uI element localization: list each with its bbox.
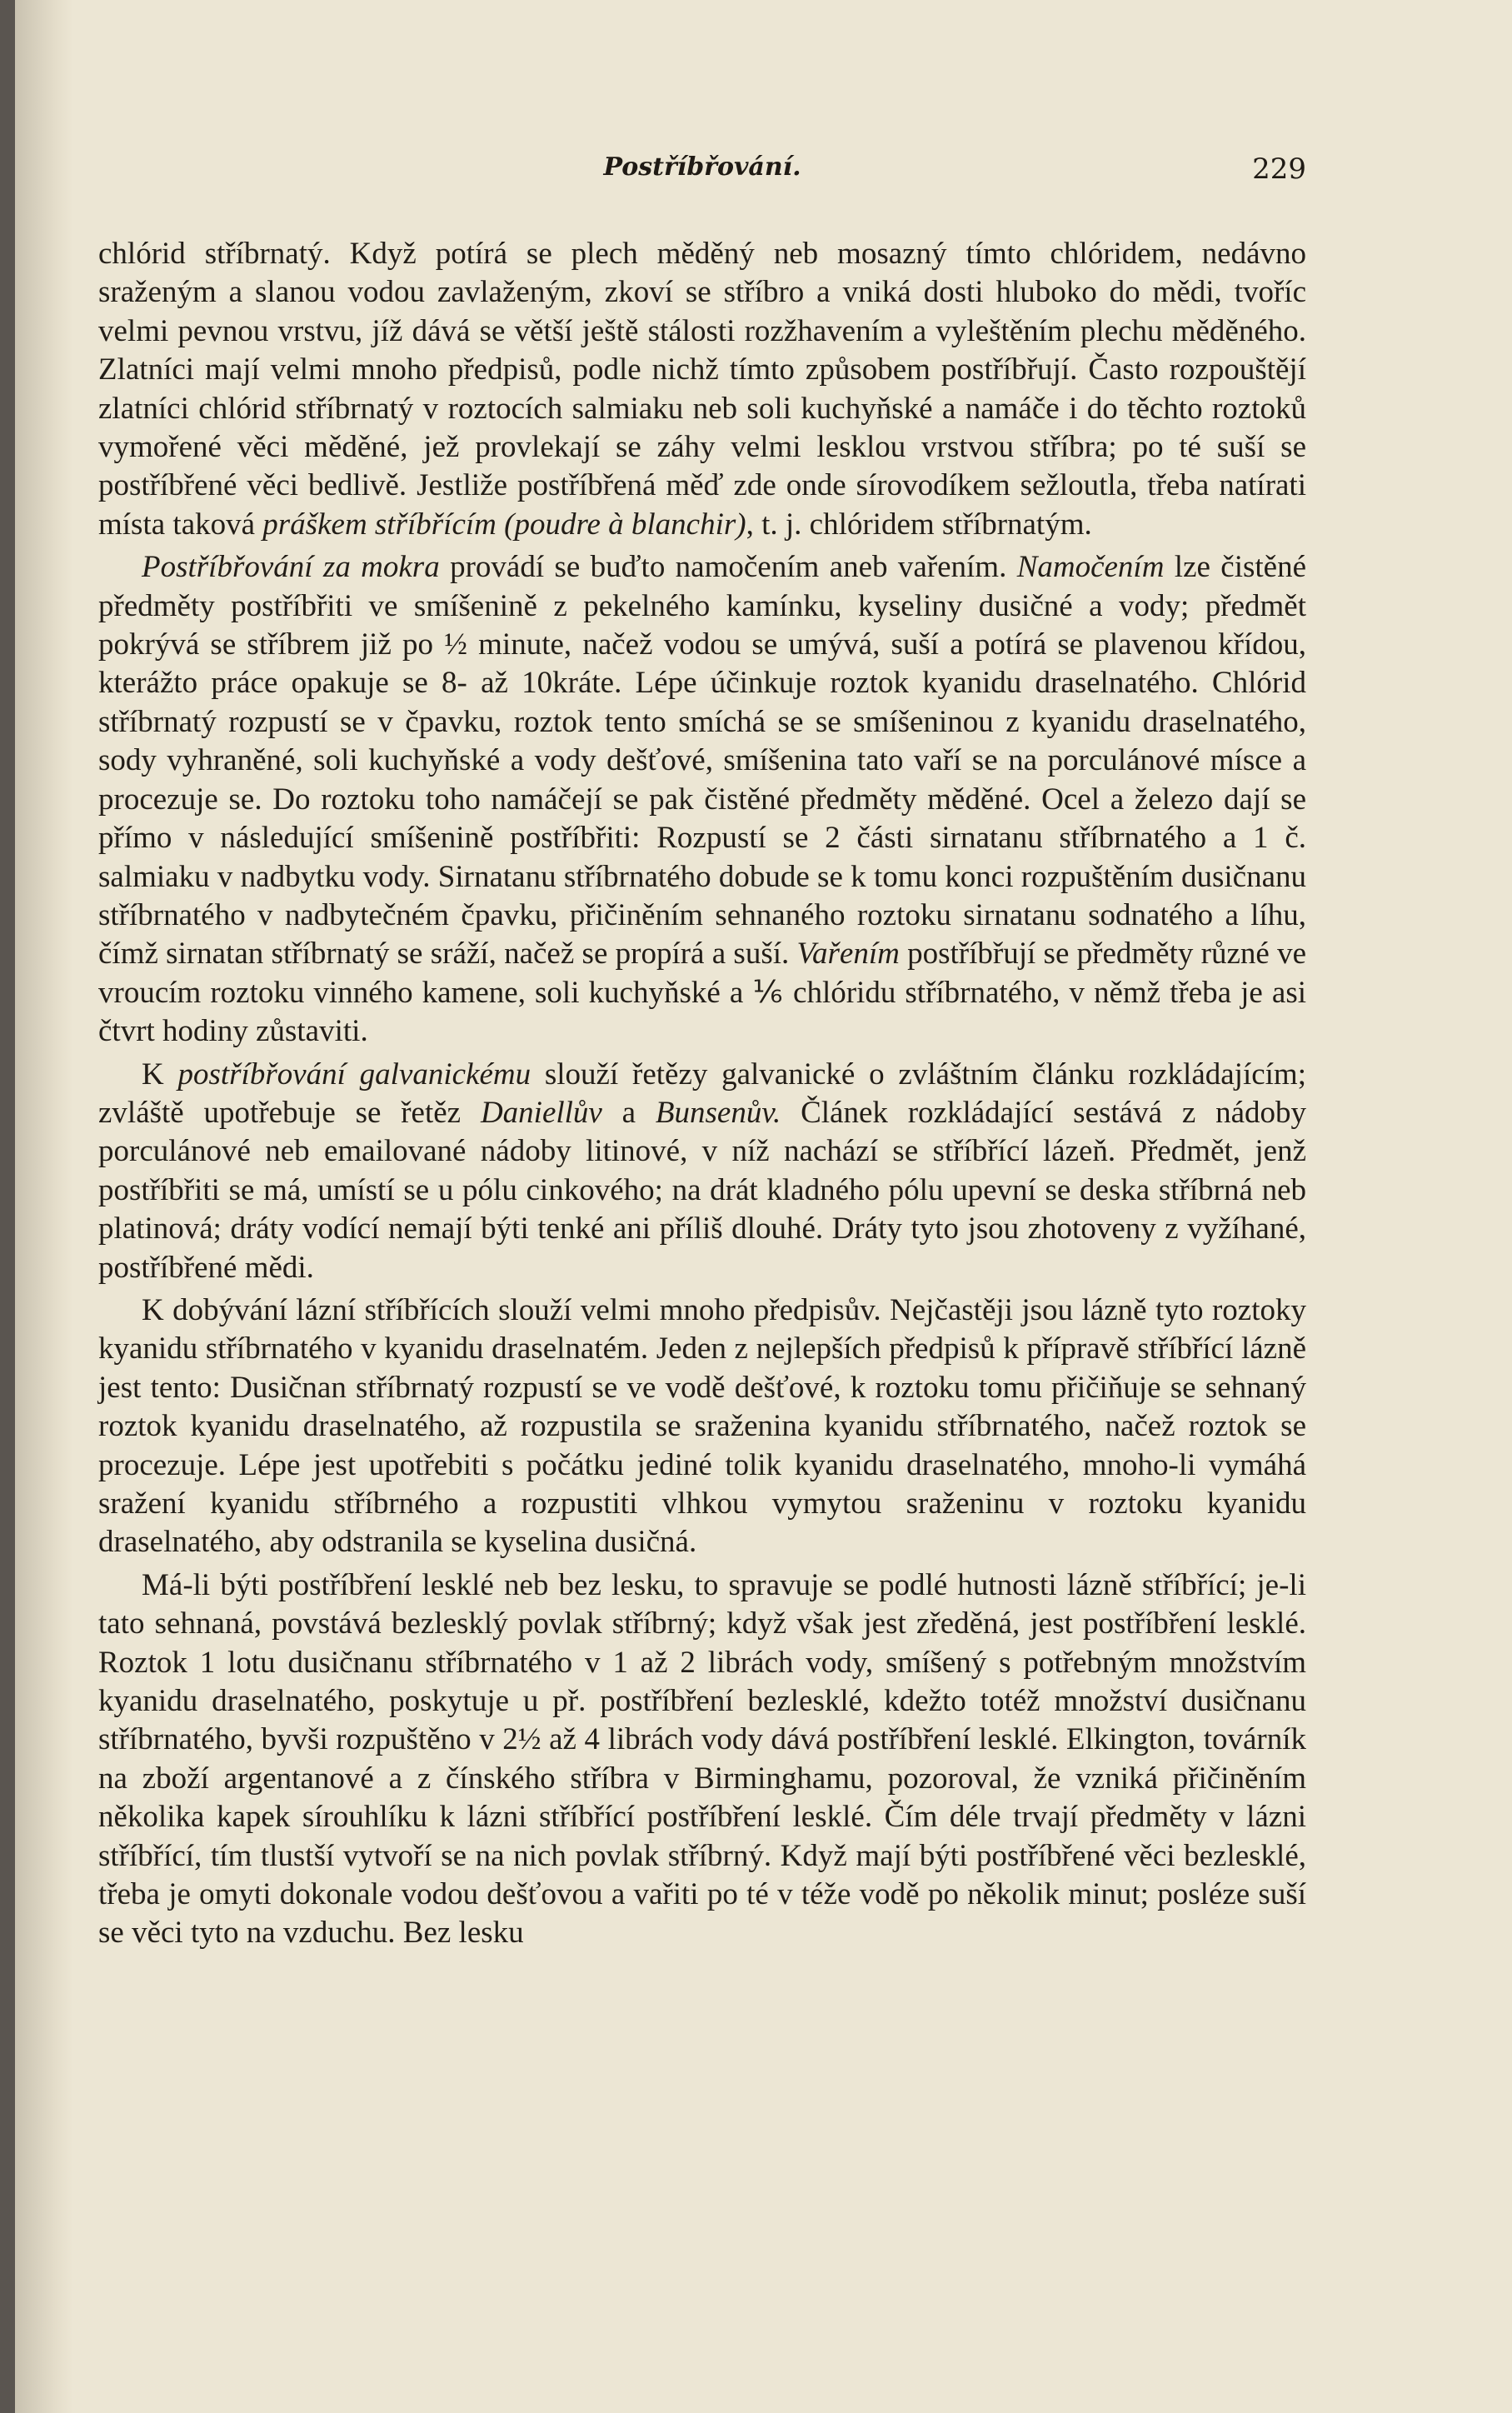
running-header-title: Postříbřování. (603, 152, 801, 182)
text-segment: a (601, 1095, 656, 1130)
text-segment: postříbřují se předměty různé ve vroucím roztoku vinného kamene, soli kuchyňské a ⅙ chlóridu stříbrnatého, v němž třeba je asi čtvrt hodiny zůstaviti. (98, 937, 1306, 1049)
body-text (98, 235, 1306, 1957)
page-number: 229 (1252, 152, 1306, 186)
text-segment: slouží řetězy galvanické o zvláštním článku rozkládajícím; zvláště upotřebuje se řetěz (98, 1057, 1306, 1130)
text-segment: K dobývání lázní stříbřících slouží velmi mnoho předpisův. Nejčastěji jsou lázně tyto roztoky kyanidu stříbrnatého v kyanidu draselnatém. Jeden z nejlepších předpisů k přípravě stříbřící lázně jest tento: Dusičnan stříbrnatý rozpustí se ve vodě dešťové, k roztoku tomu přičiňuje se sehnaný roztok kyanidu draselnatého, až rozpustila se sraženina kyanidu stříbrnatého, načež roztok se procezuje. Lépe jest upotřebiti s počátku jediné tolik kyanidu draselnatého, mnoho-li vymáhá sražení kyanidu stříbrného a rozpustiti vlhkou vymytou sraženinu v roztoku kyanidu draselnatého, aby odstranila se kyselina dusičná. (98, 1292, 1306, 1560)
paragraph-2 (98, 548, 1306, 1051)
italic-term: Bunsenův. (655, 1095, 781, 1130)
italic-term: Namočením (1016, 550, 1165, 585)
italic-term: Postříbřování za mokra (142, 550, 440, 585)
text-segment: chlórid stříbrnatý. Když potírá se plech měděný neb mosazný tímto chlóridem, nedávno sraženým a slanou vodou zavlaženým, zkoví se stříbro a vniká dosti hluboko do mědi, tvoříc velmi pevnou vrstvu, jíž dává se větší ještě stálosti rozžhavením a vyleštěním plechu měděného. Zlatníci mají velmi mnoho předpisů, podle nichž tímto způsobem postříbřují. Často rozpouštějí zlatníci chlórid stříbrnatý v roztocích salmiaku neb soli kuchyňské a namáče i do těchto roztoků vymořené věci měděné, jež provlekají se záhy velmi lesklou vrstvou stříbra; po té suší se postříbřené věci bedlivě. Jestliže postříbřená měď zde onde sírovodíkem sežloutla, třeba natírati místa taková (98, 237, 1306, 542)
text-segment: provádí se buďto namočením aneb vařením. (439, 550, 1017, 585)
italic-term: Daniellův (480, 1095, 602, 1130)
paragraph-5 (98, 1566, 1306, 1953)
text-segment: K (142, 1057, 178, 1092)
italic-term: práškem stříbřícím (poudre à blanchir) (262, 507, 746, 542)
paragraph-4 (98, 1291, 1306, 1562)
italic-term: Vařením (796, 937, 900, 972)
book-page (15, 0, 1512, 2413)
text-segment: Článek rozkládající sestává z nádoby porculánové neb emailované nádoby litinové, v níž nachází se stříbřící lázeň. Předmět, jenž postříbřiti se má, umístí se u pólu cinkového; na drát kladného pólu upevní se deska stříbrná neb platinová; dráty vodící nemají býti tenké ani příliš dlouhé. Dráty tyto jsou zhotoveny z vyžíhané, postříbřené mědi. (98, 1095, 1307, 1285)
text-segment: , t. j. chlóridem stříbrnatým. (746, 507, 1092, 542)
text-segment: Má-li býti postříbření lesklé neb bez lesku, to spravuje se podlé hutnosti lázně stříbřící; je-li tato sehnaná, povstává bezlesklý povlak stříbrný; když však jest zředěná, jest postříbření lesklé. Roztok 1 lotu dusičnanu stříbrnatého v 1 až 2 librách vody, smíšený s potřebným množstvím kyanidu draselnatého, poskytuje u př. postříbření bezlesklé, kdežto totéž množství dusičnanu stříbrnatého, byvši rozpuštěno v 2½ až 4 librách vody dává postříbření lesklé. Elkington, továrník na zboží argentanové a z čínského stříbra v Birminghamu, pozoroval, že vzniká přičiněním několika kapek sírouhlíku k lázni stříbřící postříbření lesklé. Čím déle trvají předměty v lázni stříbřící, tím tlustší vytvoří se na nich povlak stříbrný. Když mají býti postříbřené věci bezlesklé, třeba je omyti dokonale vodou dešťovou a vařiti po té v téže vodě po několik minut; posléze suší se věci tyto na vzduchu. Bez lesku (98, 1567, 1306, 1951)
paragraph-1 (98, 235, 1306, 544)
paragraph-3 (98, 1056, 1306, 1287)
page-gutter (15, 0, 73, 2413)
text-segment: lze čistěné předměty postříbřiti ve smíšenině z pekelného kamínku, kyseliny dusičné a vody; předmět pokrývá se stříbrem již po ½ minute, načež vodou se umývá, suší a potírá se plavenou křídou, kterážto práce opakuje se 8- až 10kráte. Lépe účinkuje roztok kyanidu draselnatého. Chlórid stříbrnatý rozpustí se v čpavku, roztok tento smíchá se se smíšeninou z kyanidu draselnatého, sody vyhraněné, soli kuchyňské a vody dešťové, smíšenina tato vaří se na porculánové mísce a procezuje se. Do roztoku toho namáčejí se pak čistěné předměty měděné. Ocel a železo dají se přímo v následující smíšenině postříbřiti: Rozpustí se 2 části sirnatanu stříbrnatého a 1 č. salmiaku v nadbytku vody. Sirnatanu stříbrnatého dobude se k tomu konci rozpuštěním dusičnanu stříbrnatého v nadbytečném čpavku, přičiněním sehnaného roztoku sirnatanu sodnatého a líhu, čímž sirnatan stříbrnatý se sráží, načež se propírá a suší. (98, 550, 1306, 972)
italic-term: postříbřování galvanickému (177, 1057, 531, 1092)
running-header (98, 152, 1306, 202)
